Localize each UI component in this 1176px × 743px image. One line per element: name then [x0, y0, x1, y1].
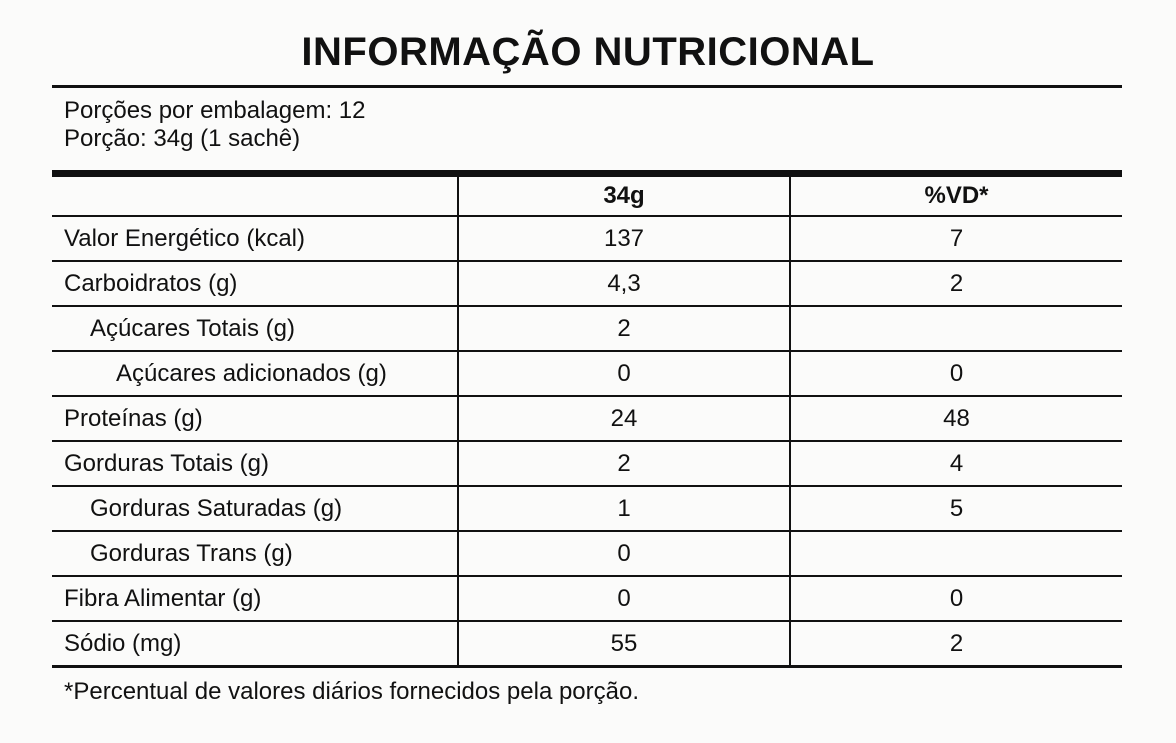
- header-nutrient: [52, 177, 458, 216]
- nutrient-dv: 48: [790, 396, 1122, 441]
- nutrient-amount: 1: [458, 486, 790, 531]
- top-rule: [52, 85, 1122, 88]
- nutrient-dv: [790, 531, 1122, 576]
- nutrient-amount: 0: [458, 576, 790, 621]
- nutrient-label: Sódio (mg): [52, 621, 458, 667]
- footnote: *Percentual de valores diários fornecidos pela porção.: [64, 678, 640, 705]
- nutrient-dv: 2: [790, 261, 1122, 306]
- table-row: [52, 396, 1122, 441]
- nutrient-amount: 0: [458, 531, 790, 576]
- table-row: [52, 576, 1122, 621]
- table-row: [52, 351, 1122, 396]
- thick-rule: [52, 170, 1122, 177]
- nutrient-amount: 2: [458, 306, 790, 351]
- serving-info: [64, 97, 366, 153]
- nutrient-dv: 5: [790, 486, 1122, 531]
- table-header-row: [52, 177, 1122, 216]
- table-row: [52, 486, 1122, 531]
- nutrient-amount: 55: [458, 621, 790, 667]
- table-row: [52, 621, 1122, 667]
- nutrient-label: Fibra Alimentar (g): [52, 576, 458, 621]
- header-amount: 34g: [458, 177, 790, 216]
- nutrient-amount: 0: [458, 351, 790, 396]
- table-row: [52, 531, 1122, 576]
- table-row: [52, 441, 1122, 486]
- serving-size: Porção: 34g (1 sachê): [64, 125, 301, 152]
- nutrient-label: Açúcares Totais (g): [52, 306, 458, 351]
- nutrient-dv: 2: [790, 621, 1122, 667]
- table-row: [52, 306, 1122, 351]
- nutrient-label: Gorduras Totais (g): [52, 441, 458, 486]
- nutrient-label: Açúcares adicionados (g): [52, 351, 458, 396]
- nutrient-dv: 0: [790, 351, 1122, 396]
- servings-per-package: Porções por embalagem: 12: [64, 97, 366, 124]
- nutrient-label: Valor Energético (kcal): [52, 216, 458, 261]
- nutrient-dv: 4: [790, 441, 1122, 486]
- nutrient-label: Proteínas (g): [52, 396, 458, 441]
- nutrient-amount: 137: [458, 216, 790, 261]
- nutrition-table: [52, 177, 1122, 668]
- nutrition-title: INFORMAÇÃO NUTRICIONAL: [301, 30, 875, 74]
- nutrient-dv: 7: [790, 216, 1122, 261]
- table-row: [52, 216, 1122, 261]
- header-dv: %VD*: [790, 177, 1122, 216]
- nutrient-amount: 2: [458, 441, 790, 486]
- nutrient-dv: 0: [790, 576, 1122, 621]
- nutrient-label: Gorduras Saturadas (g): [52, 486, 458, 531]
- nutrient-label: Carboidratos (g): [52, 261, 458, 306]
- nutrient-dv: [790, 306, 1122, 351]
- nutrient-amount: 4,3: [458, 261, 790, 306]
- nutrient-amount: 24: [458, 396, 790, 441]
- table-row: [52, 261, 1122, 306]
- nutrient-label: Gorduras Trans (g): [52, 531, 458, 576]
